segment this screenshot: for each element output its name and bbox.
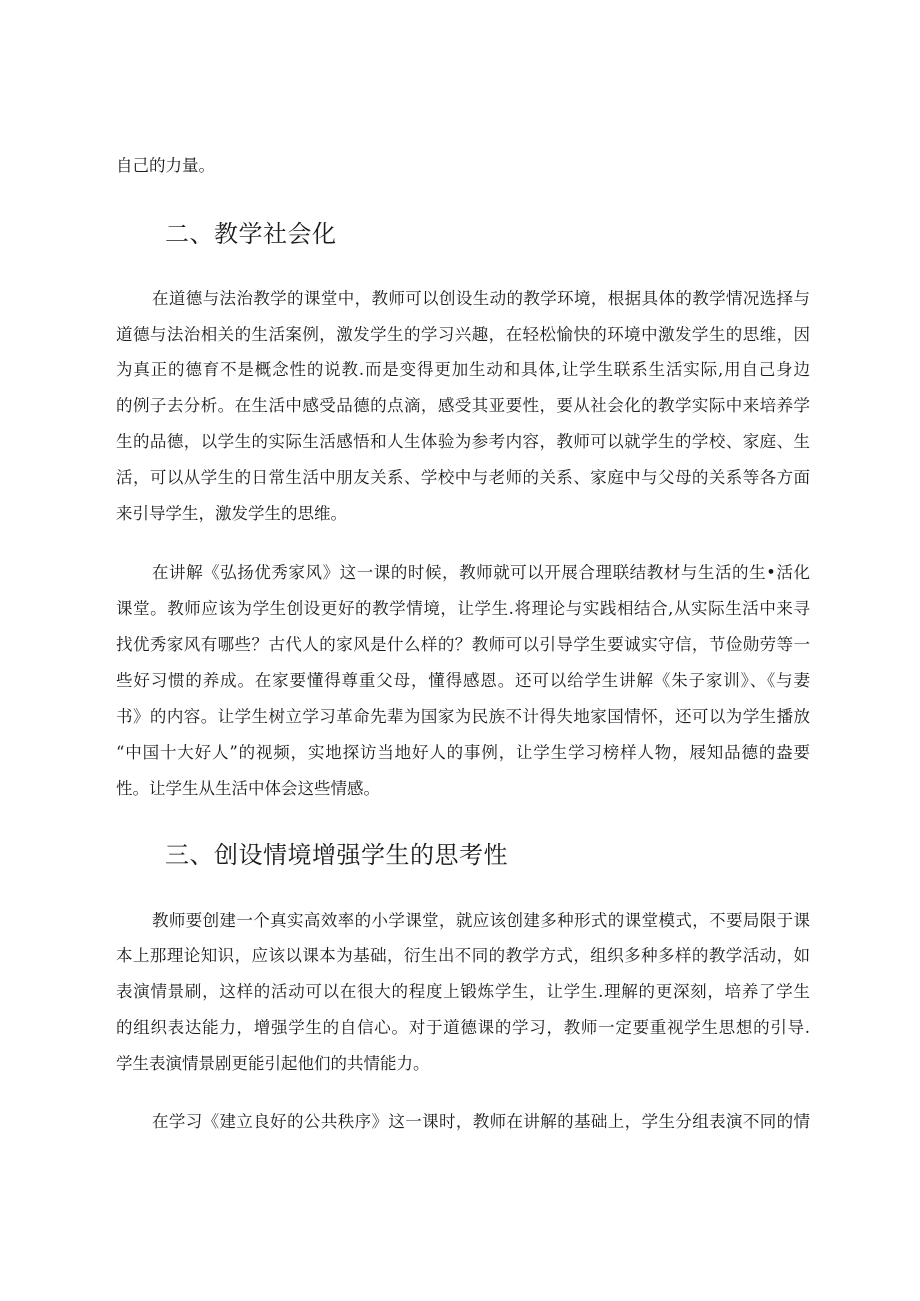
paragraph-line: 学生表演情景剧更能引起他们的共情能力。 xyxy=(116,1054,430,1073)
paragraph-line: 教师要创建一个真实高效率的小学课堂，就应该创建多种形式的课堂模式，不要局限于课 xyxy=(152,911,810,930)
paragraph-line: 的例子去分析。在生活中感受品德的点滴，感受其亚要性，要从社会化的教学实际中来培养学 xyxy=(116,396,810,415)
paragraph-line: 书》的内容。让学生树立学习革命先辈为国家为民族不计得失地家国情怀，还可以为学生播放 xyxy=(116,707,810,726)
paragraph-line: 表演情景刷，这样的活动可以在很大的程度上锻炼学生，让学生.理解的更深刻，培养了学生 xyxy=(116,982,810,1001)
paragraph-line: 来引导学生，激发学生的思维。 xyxy=(116,504,347,523)
paragraph-line: 些好习惯的养成。在家要懂得尊重父母，懂得感恩。还可以给学生讲解《朱子家训》、《与妻 xyxy=(116,671,810,690)
paragraph-line: 道德与法治相关的生活案例，激发学生的学习兴趣，在轻松愉快的环境中激发学生的思维，因 xyxy=(116,325,810,344)
paragraph-line: 课堂。教师应该为学生创设更好的教学情境，让学生.将理论与实践相结合,从实际生活中来寻 xyxy=(116,599,810,618)
paragraph-line: 活，可以从学生的日常生活中朋友关系、学校中与老师的关系、家庭中与父母的关系等各方面 xyxy=(116,468,810,487)
paragraph-line: “中国十大好人”的视频，实地探访当地好人的事例，让学生学习榜样人物，屐知品德的盎要 xyxy=(116,743,810,762)
paragraph-line: 本上那理论知识，应该以课本为基础，衍生出不同的教学方式，组织多种多样的教学活动，如 xyxy=(116,946,810,965)
paragraph-line: 在讲解《弘扬优秀家风》这一课的时候，教师就可以开展合理联结教材与生活的生•活化 xyxy=(152,563,810,582)
paragraph-line: 性。让学生从生活中体会这些情感。 xyxy=(116,779,380,798)
paragraph-line: 生的品德，以学生的实际生活感悟和人生体验为参考内容，教师可以就学生的学校、家庭、生 xyxy=(116,432,810,451)
section-heading-3: 三、创设情境增强学生的思考性 xyxy=(165,841,508,869)
paragraph-line: 在学习《建立良好的公共秩序》这一课时，教师在讲解的基础上，学生分组表演不同的情 xyxy=(152,1112,810,1131)
paragraph-continuation-line: 自己的力量。 xyxy=(116,156,215,175)
paragraph-line: 为真正的德育不是概念性的说教.而是变得更加生动和具体,让学生联系生活实际,用自己身边 xyxy=(116,360,810,379)
paragraph-line: 找优秀家风有哪些？古代人的家风是什么样的？教师可以引导学生要诚实守信，节俭勋劳等一 xyxy=(116,635,810,654)
paragraph-line: 在道德与法治教学的课堂中，教师可以创设生动的教学环境，根据具体的教学情况选择与 xyxy=(152,289,810,308)
paragraph-line: 的组织表达能力，增强学生的自信心。对于道德课的学习，教师一定要重视学生思想的引导. xyxy=(116,1018,810,1037)
section-heading-2: 二、教学社会化 xyxy=(165,220,337,248)
